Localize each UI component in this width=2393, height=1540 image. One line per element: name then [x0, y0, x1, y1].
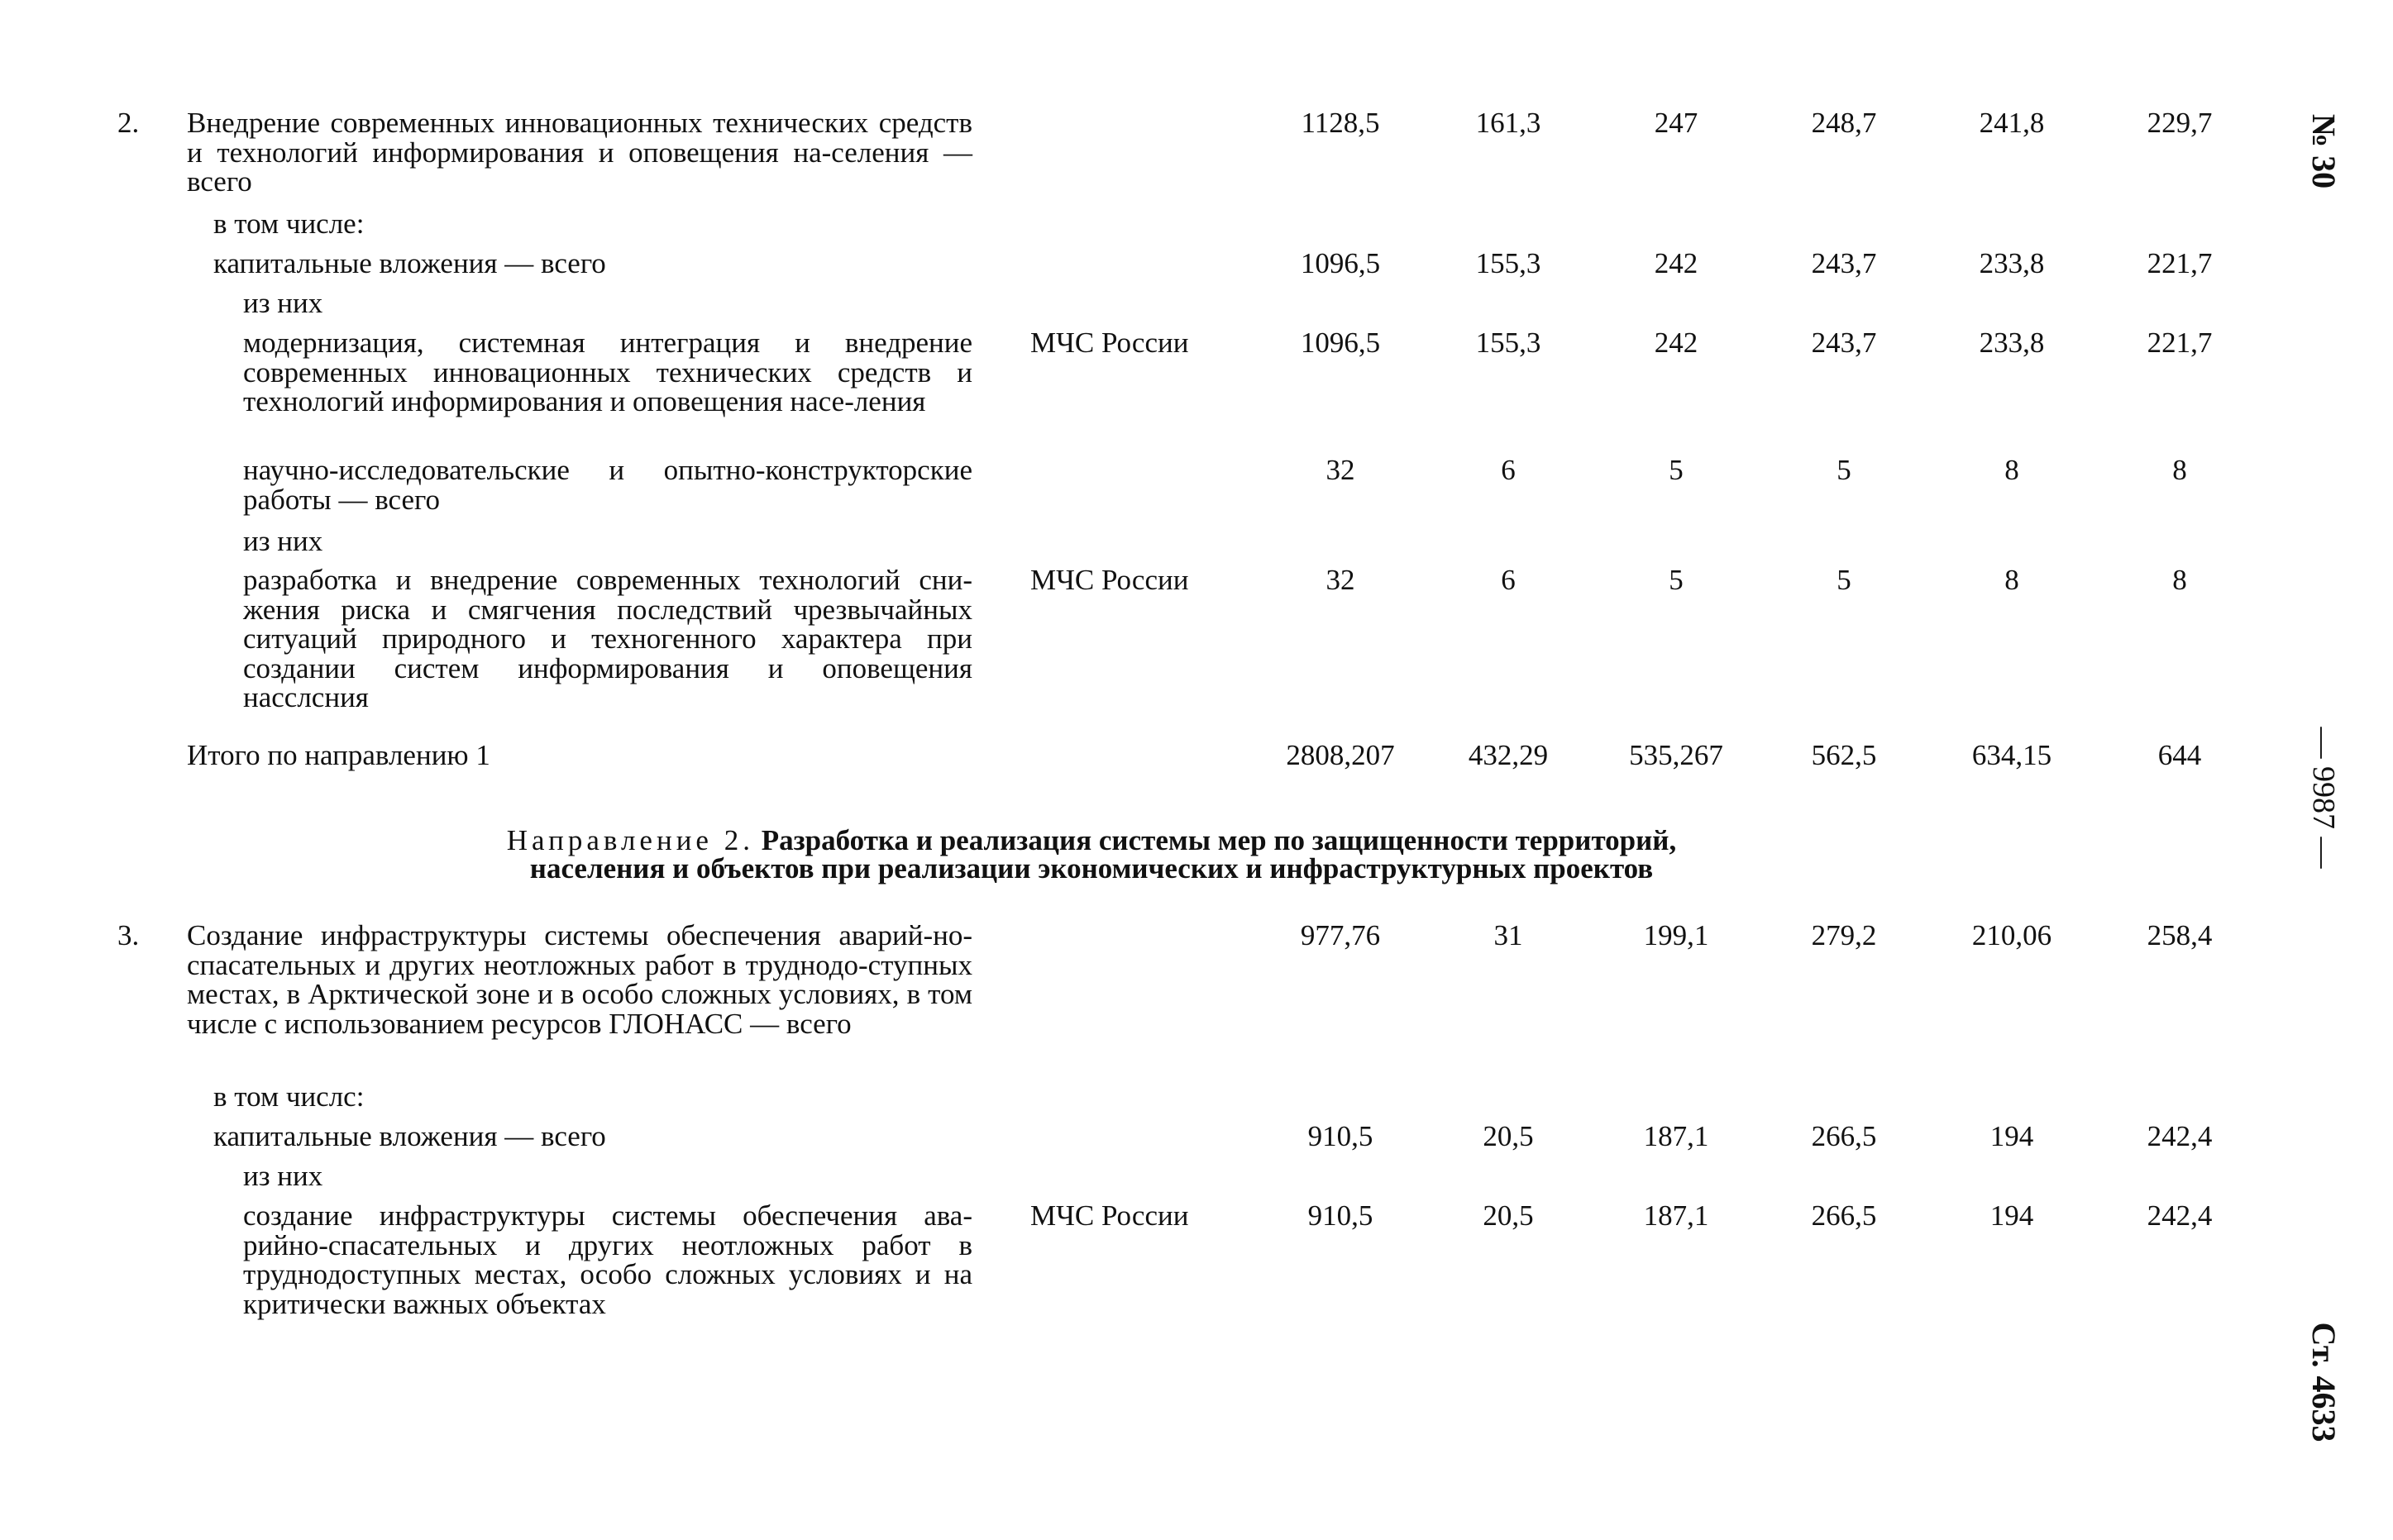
row-description: капитальные вложения — всего	[213, 1120, 606, 1152]
row-description: в том числе:	[213, 207, 365, 240]
value-total: 1128,5	[1301, 107, 1380, 139]
section-title-line-1: Разработка и реализация системы мер по защищенности территорий,	[761, 824, 1677, 856]
value-year-5: 242,4	[2147, 1120, 2213, 1152]
value-year-4: 233,8	[1979, 247, 2045, 279]
value-year-2: 535,267	[1629, 739, 1723, 771]
value-year-1: 155,3	[1475, 247, 1541, 279]
value-year-5: 8	[2172, 564, 2187, 596]
row-description: из них	[243, 287, 323, 319]
value-year-5: 221,7	[2147, 327, 2213, 359]
issue-number-label: № 30	[2305, 113, 2343, 189]
value-year-2: 187,1	[1643, 1120, 1709, 1152]
row-description: модернизация, системная интеграция и внедрение современных инновационных технических средств и технологий информирования и оповещения насе-ления	[243, 327, 972, 417]
value-year-3: 5	[1837, 564, 1851, 596]
row-description: Создание инфраструктуры системы обеспечения аварий-но-спасательных и других неотложных работ в труднодо-ступных местах, в Арктической зоне и в особо сложных условиях, в том числе с использованием ресурсов ГЛОНАСС — всего	[187, 919, 972, 1040]
value-year-2: 242	[1654, 327, 1698, 359]
executor: МЧС России	[1030, 327, 1189, 359]
row-description: создание инфраструктуры системы обеспечения ава-рийно-спасательных и других неотложных работ в труднодоступных местах, особо сложных условиях и на критически важных объектах	[243, 1199, 972, 1320]
section-label: Направление 2.	[506, 824, 754, 856]
value-year-1: 161,3	[1475, 107, 1541, 139]
section-heading	[413, 824, 1770, 884]
value-year-4: 8	[2004, 564, 2019, 596]
value-year-1: 155,3	[1475, 327, 1541, 359]
row-description: из них	[243, 525, 323, 557]
value-year-3: 243,7	[1811, 327, 1877, 359]
value-year-5: 242,4	[2147, 1199, 2213, 1232]
value-year-4: 634,15	[1971, 739, 2052, 771]
value-year-1: 20,5	[1483, 1199, 1534, 1232]
section-heading-line-1	[413, 824, 1770, 856]
value-year-3: 266,5	[1811, 1199, 1877, 1232]
value-total: 1096,5	[1300, 327, 1381, 359]
value-total: 2808,207	[1286, 739, 1395, 771]
value-year-3: 279,2	[1811, 919, 1877, 951]
executor: МЧС России	[1030, 564, 1189, 596]
executor: МЧС России	[1030, 1199, 1189, 1232]
value-year-1: 6	[1501, 454, 1516, 486]
article-number-label: Ст. 4633	[2305, 1322, 2343, 1442]
value-year-1: 20,5	[1483, 1120, 1534, 1152]
section-title-line-2: населения и объектов при реализации экономических и инфраструктурных проектов	[529, 852, 1654, 884]
row-number: 3.	[117, 919, 140, 951]
row-description: из них	[243, 1160, 323, 1192]
row-number: 2.	[117, 107, 140, 139]
row-description: Итого по направлению 1	[187, 739, 490, 771]
value-total: 32	[1325, 564, 1355, 596]
row-description: Внедрение современных инновационных технических средств и технологий информирования и оповещения на-селения — всего	[187, 107, 972, 198]
value-year-4: 194	[1989, 1199, 2034, 1232]
value-year-5: 258,4	[2147, 919, 2213, 951]
value-year-3: 562,5	[1811, 739, 1877, 771]
value-year-1: 432,29	[1468, 739, 1549, 771]
value-year-4: 241,8	[1979, 107, 2045, 139]
value-total: 910,5	[1307, 1120, 1373, 1152]
value-year-5: 221,7	[2147, 247, 2213, 279]
value-year-3: 266,5	[1811, 1120, 1877, 1152]
value-year-4: 233,8	[1979, 327, 2045, 359]
section-heading-line-2	[413, 852, 1770, 884]
value-year-3: 248,7	[1811, 107, 1877, 139]
value-year-2: 5	[1669, 454, 1684, 486]
value-year-4: 8	[2004, 454, 2019, 486]
value-year-2: 5	[1669, 564, 1684, 596]
value-year-1: 6	[1501, 564, 1516, 596]
value-year-5: 8	[2172, 454, 2187, 486]
value-year-2: 242	[1654, 247, 1698, 279]
value-year-2: 199,1	[1643, 919, 1709, 951]
value-year-5: 644	[2157, 739, 2202, 771]
value-year-2: 247	[1654, 107, 1698, 139]
value-year-4: 210,06	[1971, 919, 2052, 951]
row-description: научно-исследовательские и опытно-конструкторские работы — всего	[243, 454, 972, 516]
value-year-5: 229,7	[2147, 107, 2213, 139]
value-total: 977,76	[1300, 919, 1381, 951]
value-year-1: 31	[1493, 919, 1523, 951]
row-description: капитальные вложения — всего	[213, 247, 606, 279]
value-year-3: 243,7	[1811, 247, 1877, 279]
value-total: 1096,5	[1300, 247, 1381, 279]
value-year-4: 194	[1989, 1120, 2034, 1152]
row-description: в том числс:	[213, 1080, 365, 1113]
value-year-2: 187,1	[1643, 1199, 1709, 1232]
row-description: разработка и внедрение современных технологий сни-жения риска и смягчения последствий чрезвычайных ситуаций природного и техногенного характера при создании систем информирования и оповещения насслсния	[243, 564, 972, 713]
value-total: 910,5	[1307, 1199, 1373, 1232]
value-total: 32	[1325, 454, 1355, 486]
value-year-3: 5	[1837, 454, 1851, 486]
page-number-label: — 9987 —	[2306, 727, 2341, 869]
